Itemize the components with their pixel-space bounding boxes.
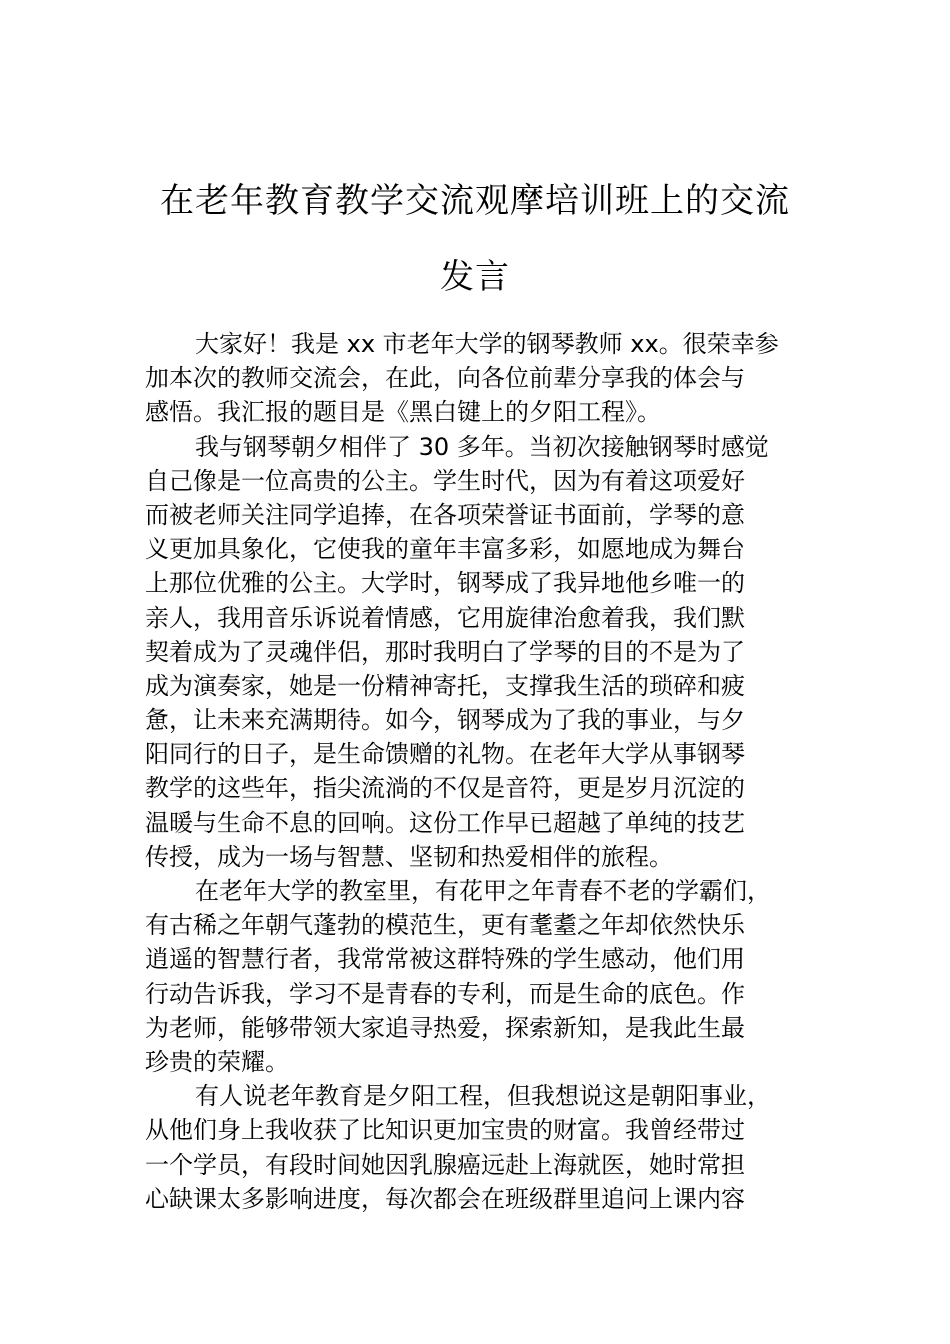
paragraph-line: 在老年大学的教室里，有花甲之年青春不老的学霸们， bbox=[195, 877, 771, 905]
paragraph-line: 珍贵的荣耀。 bbox=[145, 1047, 289, 1076]
paragraph-line: 有古稀之年朝气蓬勃的模范生，更有耄耋之年却依然快乐 bbox=[145, 911, 745, 940]
paragraph-line: 教学的这些年，指尖流淌的不仅是音符，更是岁月沉淀的 bbox=[145, 774, 745, 803]
paragraph-line: 成为演奏家，她是一份精神寄托，支撑我生活的琐碎和疲 bbox=[145, 671, 745, 700]
paragraph bbox=[145, 430, 825, 874]
paragraph-line: 感悟。我汇报的题目是《黑白键上的夕阳工程》。 bbox=[145, 398, 661, 427]
paragraph bbox=[145, 874, 825, 1079]
paragraph-line: 温暖与生命不息的回响。这份工作早已超越了单纯的技艺 bbox=[145, 808, 745, 837]
paragraph bbox=[145, 1079, 825, 1216]
paragraph-line: 自己像是一位高贵的公主。学生时代，因为有着这项爱好 bbox=[145, 466, 745, 495]
paragraph-line: 加本次的教师交流会，在此，向各位前辈分享我的体会与 bbox=[145, 364, 745, 393]
paragraph-line: 行动告诉我，学习不是青春的专利，而是生命的底色。作 bbox=[145, 979, 745, 1008]
paragraph-line: 亲人，我用音乐诉说着情感，它用旋律治愈着我，我们默 bbox=[145, 603, 745, 632]
paragraph-line: 大家好！我是 xx 市老年大学的钢琴教师 xx。很荣幸参 bbox=[195, 330, 779, 358]
paragraph-line: 为老师，能够带领大家追寻热爱，探索新知，是我此生最 bbox=[145, 1013, 745, 1042]
title-line: 发言 bbox=[440, 257, 510, 297]
paragraph-line: 上那位优雅的公主。大学时，钢琴成了我异地他乡唯一的 bbox=[145, 569, 745, 598]
paragraph-line: 惫，让未来充满期待。如今，钢琴成为了我的事业，与夕 bbox=[145, 706, 745, 735]
paragraph-line: 从他们身上我收获了比知识更加宝贵的财富。我曾经带过 bbox=[145, 1116, 745, 1145]
paragraph-line: 传授，成为一场与智慧、坚韧和热爱相伴的旅程。 bbox=[145, 842, 673, 871]
paragraph-line: 有人说老年教育是夕阳工程，但我想说这是朝阳事业， bbox=[195, 1082, 771, 1111]
title-line: 在老年教育教学交流观摩培训班上的交流 bbox=[160, 181, 790, 221]
paragraph-line: 义更加具象化，它使我的童年丰富多彩，如愿地成为舞台 bbox=[145, 535, 745, 564]
paragraph-line: 而被老师关注同学追捧，在各项荣誉证书面前，学琴的意 bbox=[145, 500, 745, 529]
paragraph-line: 心缺课太多影响进度，每次都会在班级群里追问上课内容 bbox=[145, 1184, 745, 1213]
paragraph bbox=[145, 327, 825, 430]
paragraph-line: 阳同行的日子，是生命馈赠的礼物。在老年大学从事钢琴 bbox=[145, 740, 745, 769]
document-title bbox=[140, 163, 810, 315]
paragraph-line: 我与钢琴朝夕相伴了 30 多年。当初次接触钢琴时感觉 bbox=[195, 432, 769, 461]
paragraph-line: 逍遥的智慧行者，我常常被这群特殊的学生感动，他们用 bbox=[145, 945, 745, 974]
document-body bbox=[145, 327, 825, 1216]
paragraph-line: 契着成为了灵魂伴侣，那时我明白了学琴的目的不是为了 bbox=[145, 637, 745, 666]
paragraph-line: 一个学员，有段时间她因乳腺癌远赴上海就医，她时常担 bbox=[145, 1150, 745, 1179]
